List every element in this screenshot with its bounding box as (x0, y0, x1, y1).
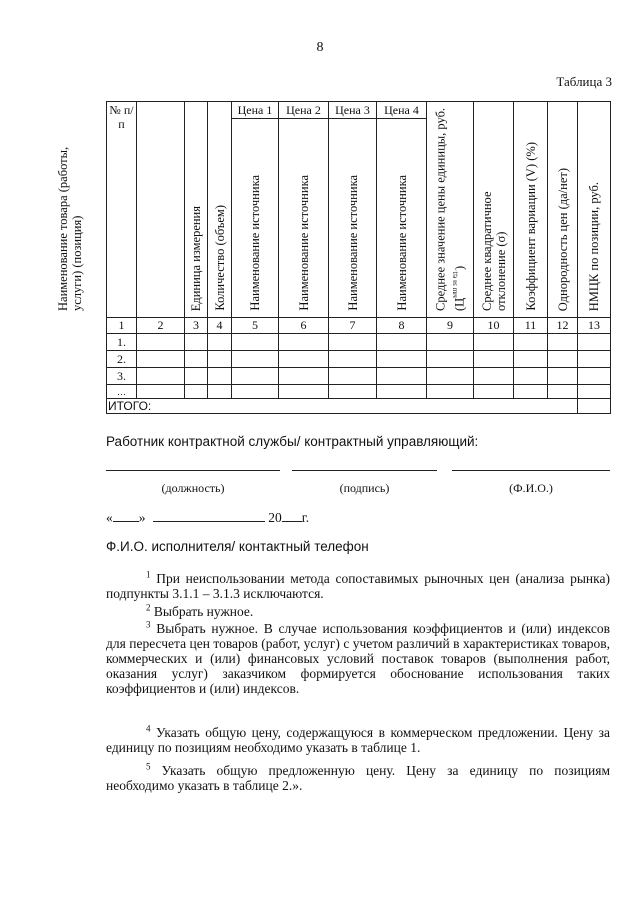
header-price-1: Цена 1 (232, 102, 279, 119)
header-std-dev: Среднее квадратичное отклонение (σ) (474, 102, 514, 318)
row-label: 2. (107, 351, 137, 368)
year-field[interactable] (282, 509, 302, 522)
price-analysis-table (55, 101, 611, 414)
table-row (107, 351, 611, 368)
header-source-2: Наименование источника (279, 119, 329, 318)
col-num-3: 3 (185, 318, 208, 334)
header-source-3: Наименование источника (329, 119, 377, 318)
col-num-10: 10 (474, 318, 514, 334)
header-quantity: Количество (объем) (208, 102, 232, 318)
row-label: 1. (107, 334, 137, 351)
col-num-1: 1 (107, 318, 137, 334)
header-nmck: НМЦК по позиции, руб. (578, 102, 611, 318)
fio-label: (Ф.И.О.) (509, 481, 553, 495)
footnote-4: $^4$ Указать общую цену, содержащуюся в коммерческом предложении. Цену за единицу по позициям необходимо указать в таблице 1. (106, 723, 611, 755)
header-price-2: Цена 2 (279, 102, 329, 119)
header-item-name: Наименование товара (работы, услуги) (позиция) (137, 102, 185, 318)
col-num-2: 2 (137, 318, 185, 334)
footnote-5: $^5$ Указать общую предложенную цену. Цену за единицу по позициям необходимо указать в таблице 2.». (106, 761, 610, 793)
header-variation: Коэффициент вариации (V) (%) (514, 102, 548, 318)
col-num-12: 12 (548, 318, 578, 334)
col-num-5: 5 (232, 318, 279, 334)
header-num: № п/п (107, 102, 137, 318)
col-num-4: 4 (208, 318, 232, 334)
header-source-4: Наименование источника (377, 119, 427, 318)
signature-line[interactable] (292, 470, 437, 471)
col-num-11: 11 (514, 318, 548, 334)
header-price-4: Цена 4 (377, 102, 427, 119)
page-number: 8 (316, 40, 324, 55)
header-price-3: Цена 3 (329, 102, 377, 119)
signature-label: (подпись) (339, 481, 390, 495)
position-line[interactable] (106, 470, 280, 471)
position-label: (должность) (161, 481, 225, 495)
header-homogeneity: Однородность цен (да/нет) (548, 102, 578, 318)
month-field[interactable] (153, 509, 265, 522)
col-num-8: 8 (377, 318, 427, 334)
footnote-3: $^3$ Выбрать нужное. В случае использования коэффициентов и (или) индексов для пересчета цен товаров (работ, услуг) с учетом различий в характеристиках товаров, коммерческих и (или) финансовых условий поставок товаров (выполнения работ, оказания услуг) заказчиком формируется обоснование использования таких коэффициентов и (или) индексов. (106, 619, 610, 696)
table-caption: Таблица 3 (556, 74, 612, 89)
executor-label: Ф.И.О. исполнителя/ контактный телефон (106, 539, 369, 554)
col-num-13: 13 (578, 318, 611, 334)
footnote-2: $^2$ Выбрать нужное. (146, 602, 254, 619)
table-row (107, 368, 611, 385)
header-unit: Единица измерения (185, 102, 208, 318)
header-source-1: Наименование источника (232, 119, 279, 318)
worker-label: Работник контрактной службы/ контрактный управляющий: (106, 434, 479, 449)
fio-line[interactable] (452, 470, 610, 471)
col-num-6: 6 (279, 318, 329, 334)
date-line: « » 20 г. (106, 510, 310, 525)
column-number-row (107, 318, 611, 334)
day-field[interactable] (113, 509, 139, 522)
table-row (107, 334, 611, 351)
col-num-9: 9 (427, 318, 474, 334)
header-avg-price: Среднее значение цены единицы, руб. $(Ц^{ыш за ед.})$ (427, 102, 474, 318)
row-label: … (107, 385, 137, 399)
col-num-7: 7 (329, 318, 377, 334)
row-label: 3. (107, 368, 137, 385)
total-row (107, 399, 611, 414)
footnote-1: $^1$ При неиспользовании метода сопоставимых рыночных цен (анализа рынка) подпункты 3.1.1 – 3.1.3 исключаются. (106, 569, 611, 601)
table-row (107, 385, 611, 399)
total-label: ИТОГО: (107, 399, 578, 414)
